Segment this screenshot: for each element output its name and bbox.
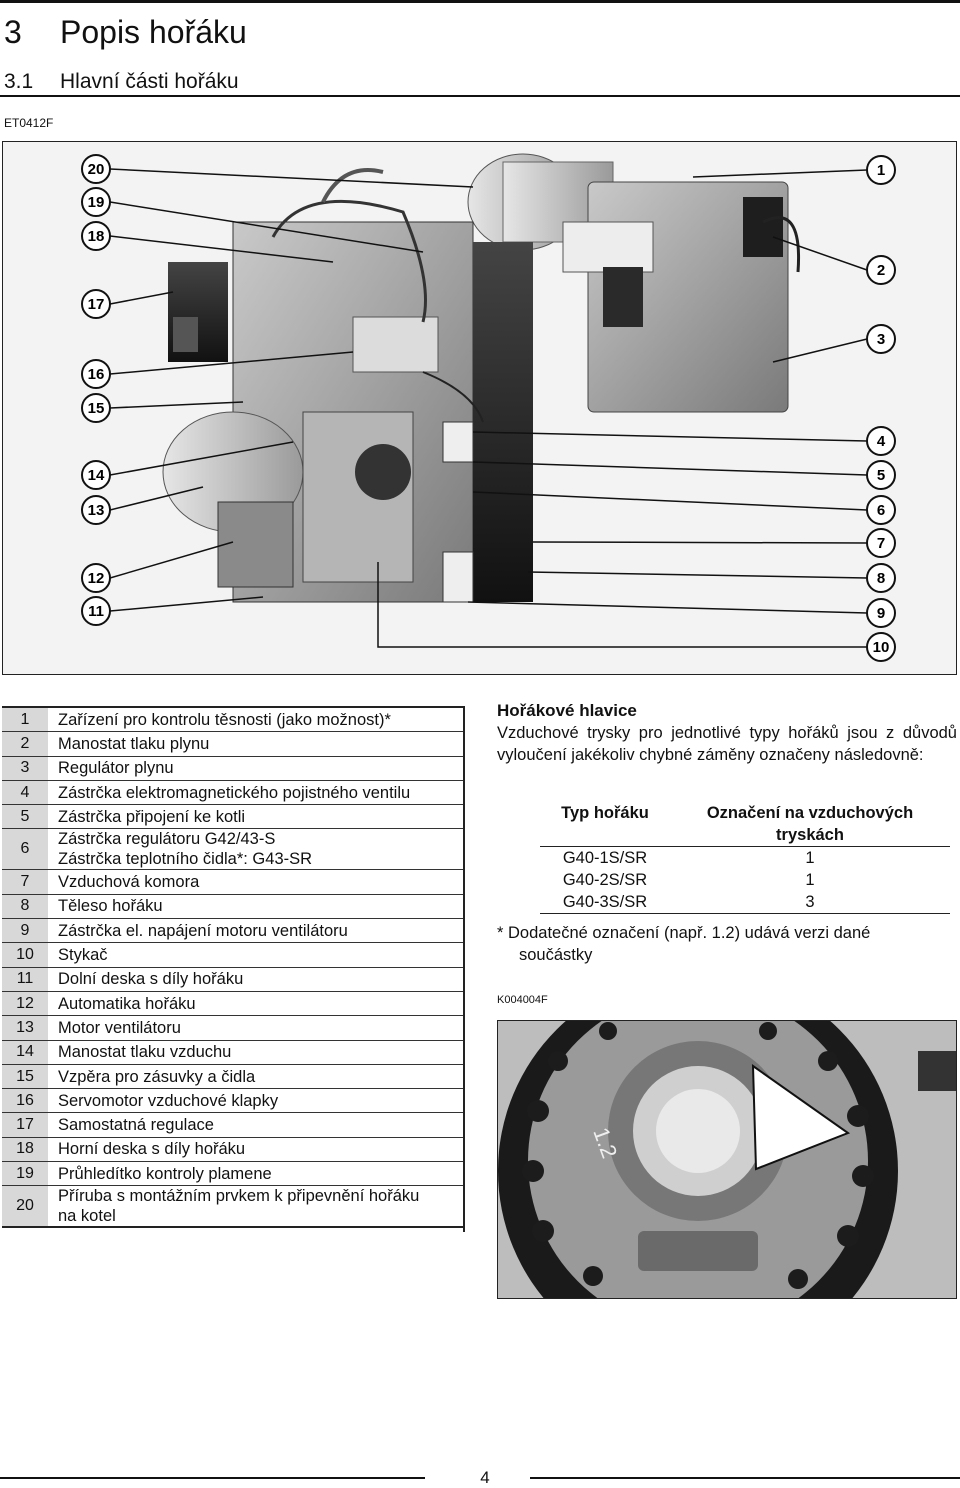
- part-description: [48, 967, 464, 991]
- burner-type-cell: G40-1S/SR: [540, 847, 670, 870]
- parts-row: [2, 707, 464, 732]
- part-number: 17: [2, 1113, 48, 1137]
- footnote-line1: * Dodatečné označení (např. 1.2) udává verzi dané: [497, 924, 871, 942]
- part-number: 11: [2, 967, 48, 991]
- part-number: 8: [2, 894, 48, 918]
- footer-rule-right: [530, 1477, 960, 1479]
- col-nozzle-marking-line1: Označení na vzduchových: [706, 804, 914, 822]
- nozzle-paragraph: Vzduchové trysky pro jednotlivé typy hořáků jsou z důvodů vyloučení jakékoliv chybné záměny označeny následovně:: [497, 724, 957, 764]
- parts-table-right-border: [463, 706, 465, 1232]
- part-number: 1: [2, 707, 48, 732]
- part-description: [48, 870, 464, 894]
- section-heading: [4, 70, 239, 94]
- part-description-line: Zástrčka elektromagnetického pojistného ventilu: [58, 783, 411, 802]
- parts-row: [2, 943, 464, 967]
- table-row: [540, 891, 950, 914]
- col-nozzle-marking: [670, 802, 950, 847]
- part-description-line: Manostat tlaku plynu: [58, 734, 210, 753]
- callout-2: [867, 256, 895, 284]
- figure-code-main: ET0412F: [4, 116, 54, 130]
- parts-row: [2, 780, 464, 804]
- part-number: 18: [2, 1137, 48, 1161]
- col-burner-type: Typ hořáku: [561, 804, 649, 822]
- callout-4: [867, 427, 895, 455]
- part-description-line: Vzduchová komora: [58, 873, 200, 892]
- svg-text:18: 18: [87, 228, 105, 245]
- parts-row: [2, 991, 464, 1015]
- svg-text:16: 16: [87, 366, 105, 383]
- callout-7: [867, 529, 895, 557]
- parts-row: [2, 1162, 464, 1186]
- part-number: 13: [2, 1016, 48, 1040]
- part-description: [48, 756, 464, 780]
- part-description-line: Zařízení pro kontrolu těsnosti (jako možnost)*: [58, 710, 391, 729]
- section-number: 3.1: [4, 70, 34, 93]
- callout-19: [82, 188, 110, 216]
- callout-11: [82, 597, 110, 625]
- top-rule: [0, 0, 960, 3]
- part-description: [48, 707, 464, 732]
- parts-row: [2, 732, 464, 756]
- svg-text:9: 9: [876, 605, 886, 622]
- part-description: [48, 780, 464, 804]
- part-description-line: Samostatná regulace: [58, 1116, 214, 1135]
- page-number: 4: [480, 1468, 490, 1487]
- callout-5: [867, 461, 895, 489]
- part-number: 19: [2, 1162, 48, 1186]
- part-description-line: Regulátor plynu: [58, 759, 174, 778]
- col-nozzle-marking-line2: tryskách: [776, 826, 844, 844]
- callout-16: [82, 360, 110, 388]
- part-description: [48, 894, 464, 918]
- callout-10: [867, 633, 895, 661]
- part-description: [48, 943, 464, 967]
- callout-12: [82, 564, 110, 592]
- part-number: 10: [2, 943, 48, 967]
- burner-type-cell: G40-2S/SR: [562, 871, 648, 889]
- part-number: 4: [2, 780, 48, 804]
- part-number: 12: [2, 991, 48, 1015]
- section-title: Hlavní části hořáku: [60, 70, 239, 93]
- parts-row: [2, 1040, 464, 1064]
- parts-row: [2, 1137, 464, 1161]
- part-description-line: Zástrčka el. napájení motoru ventilátoru: [58, 921, 348, 940]
- burner-illustration: [3, 142, 956, 674]
- svg-text:8: 8: [876, 570, 886, 587]
- parts-row: [2, 1113, 464, 1137]
- part-description: [48, 919, 464, 943]
- part-number: 5: [2, 805, 48, 829]
- part-description-line: Zástrčka připojení ke kotli: [58, 807, 246, 826]
- chapter-title: Popis hořáku: [60, 14, 247, 50]
- svg-text:13: 13: [87, 502, 105, 519]
- parts-row: [2, 894, 464, 918]
- part-description: [48, 991, 464, 1015]
- part-description-line: Příruba s montážním prvkem k připevnění hořáku: [58, 1187, 420, 1206]
- part-description: [48, 1089, 464, 1113]
- svg-text:19: 19: [87, 194, 105, 211]
- svg-text:20: 20: [87, 161, 105, 178]
- callout-1: [867, 156, 895, 184]
- parts-row: [2, 829, 464, 870]
- callout-20: [82, 155, 110, 183]
- part-number: 2: [2, 732, 48, 756]
- part-description: [48, 1137, 464, 1161]
- nozzle-marking: 1.2: [588, 1124, 623, 1162]
- callout-13: [82, 496, 110, 524]
- marking-cell: 1: [805, 871, 815, 889]
- part-description-line: Servomotor vzduchové klapky: [58, 1091, 279, 1110]
- part-description: [48, 1064, 464, 1088]
- svg-text:12: 12: [87, 570, 105, 587]
- parts-row: [2, 967, 464, 991]
- parts-row: [2, 1089, 464, 1113]
- parts-row: [2, 805, 464, 829]
- table-row: [540, 869, 950, 891]
- burner-type-cell: G40-3S/SR: [540, 891, 670, 914]
- svg-text:2: 2: [876, 262, 886, 279]
- svg-text:15: 15: [87, 400, 105, 417]
- part-number: 3: [2, 756, 48, 780]
- svg-text:14: 14: [87, 467, 105, 484]
- part-description: [48, 1016, 464, 1040]
- callout-18: [82, 222, 110, 250]
- nozzle-illustration: [498, 1021, 956, 1298]
- part-description-line: na kotel: [58, 1207, 116, 1226]
- part-number: 20: [2, 1186, 48, 1228]
- svg-text:3: 3: [876, 331, 886, 348]
- part-description: [48, 1040, 464, 1064]
- part-number: 14: [2, 1040, 48, 1064]
- part-description-line: Dolní deska s díly hořáku: [58, 970, 244, 989]
- parts-row: [2, 919, 464, 943]
- callout-6: [867, 496, 895, 524]
- part-description: [48, 1113, 464, 1137]
- callout-8: [867, 564, 895, 592]
- part-description-line: Horní deska s díly hořáku: [58, 1140, 246, 1159]
- part-description: [48, 829, 464, 870]
- burner-photo: [2, 141, 957, 675]
- parts-row: [2, 870, 464, 894]
- svg-text:17: 17: [87, 296, 105, 313]
- part-description: [48, 1186, 464, 1228]
- parts-table: [2, 706, 464, 1228]
- callout-3: [867, 325, 895, 353]
- svg-text:1: 1: [876, 162, 886, 179]
- part-number: 9: [2, 919, 48, 943]
- svg-text:5: 5: [876, 467, 886, 484]
- footer-rule-left: [0, 1477, 425, 1479]
- part-description-line: Zástrčka teplotního čidla*: G43-SR: [58, 850, 313, 869]
- part-description-line: Průhledítko kontroly plamene: [58, 1164, 272, 1183]
- parts-row: [2, 1064, 464, 1088]
- nozzle-heading: Hořákové hlavice: [497, 701, 637, 720]
- section-rule: [0, 95, 960, 97]
- callout-9: [867, 599, 895, 627]
- part-description-line: Stykač: [58, 946, 108, 965]
- nozzle-photo: [497, 1020, 957, 1299]
- table-row: [540, 847, 950, 870]
- svg-text:6: 6: [876, 502, 886, 519]
- svg-text:11: 11: [88, 603, 104, 620]
- part-number: 15: [2, 1064, 48, 1088]
- part-description-line: Vzpěra pro zásuvky a čidla: [58, 1067, 256, 1086]
- part-number: 16: [2, 1089, 48, 1113]
- part-description-line: Motor ventilátoru: [58, 1018, 181, 1037]
- parts-row: [2, 756, 464, 780]
- parts-table-body: [2, 707, 464, 1227]
- footnote-line2: součástky: [519, 946, 593, 964]
- marking-cell: 3: [670, 891, 950, 914]
- part-description-line: Těleso hořáku: [58, 897, 163, 916]
- callout-17: [82, 290, 110, 318]
- chapter-heading: [4, 14, 247, 51]
- marking-cell: 1: [670, 847, 950, 870]
- svg-text:10: 10: [872, 639, 890, 656]
- nozzle-type-table: [540, 802, 950, 914]
- chapter-number: 3: [4, 14, 22, 50]
- svg-text:7: 7: [876, 535, 886, 552]
- part-number: 7: [2, 870, 48, 894]
- part-description: [48, 732, 464, 756]
- callout-14: [82, 461, 110, 489]
- part-description-line: Automatika hořáku: [58, 994, 196, 1013]
- parts-row: [2, 1186, 464, 1228]
- part-description-line: Manostat tlaku vzduchu: [58, 1043, 232, 1062]
- part-number: 6: [2, 829, 48, 870]
- parts-row: [2, 1016, 464, 1040]
- part-description-line: Zástrčka regulátoru G42/43-S: [58, 830, 276, 849]
- callout-15: [82, 394, 110, 422]
- part-description: [48, 1162, 464, 1186]
- footnote: [497, 922, 957, 966]
- part-description: [48, 805, 464, 829]
- svg-text:4: 4: [876, 433, 886, 450]
- figure-code-nozzle: K004004F: [497, 994, 548, 1006]
